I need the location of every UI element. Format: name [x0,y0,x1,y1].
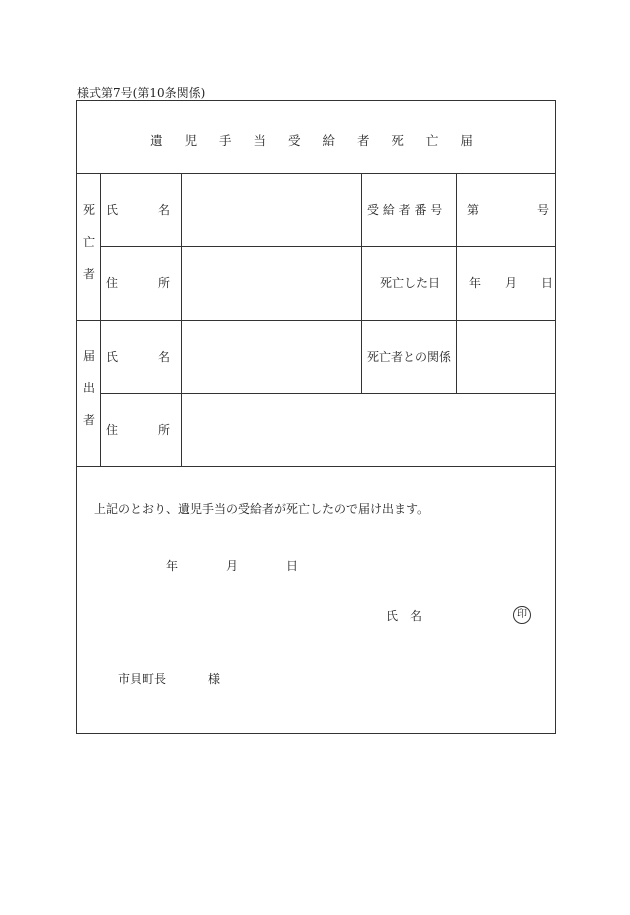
form-title: 遺 児 手 当 受 給 者 死 亡 届 [150,133,482,148]
addressee: 市貝町長 様 [118,672,221,686]
form-reference: 様式第7号(第10条関係) [77,86,206,100]
reporter-name-field[interactable] [182,321,361,393]
reporter-address-field[interactable] [182,394,555,466]
divider [77,466,555,467]
recipient-number-label: 受 給 者 番 号 [367,203,443,217]
relationship-label: 死亡者との関係 [367,350,452,364]
death-date-field[interactable]: 年 月 日 [469,276,554,290]
reporter-name-label: 氏 名 [106,350,171,364]
deceased-address-field[interactable] [182,247,361,320]
relationship-field[interactable] [457,321,555,393]
seal-icon: 印 [513,606,531,624]
divider [361,173,362,393]
deceased-name-label: 氏 名 [106,203,171,217]
declaration-statement: 上記のとおり、遺児手当の受給者が死亡したので届け出ます。 [94,502,430,516]
declaration-date[interactable]: 年 月 日 [166,559,299,573]
reporter-address-label: 住 所 [106,423,171,437]
form-table [76,100,556,734]
divider [100,173,101,466]
recipient-number-field[interactable]: 第 号 [467,203,550,217]
declarant-name-label: 氏 名 [386,609,423,623]
deceased-section-label: 死 亡 者 [82,203,95,281]
death-date-label: 死亡した日 [380,276,441,290]
deceased-name-field[interactable] [182,174,361,246]
reporter-section-label: 届 出 者 [82,349,95,427]
deceased-address-label: 住 所 [106,276,171,290]
declarant-name-field[interactable] [427,606,507,624]
